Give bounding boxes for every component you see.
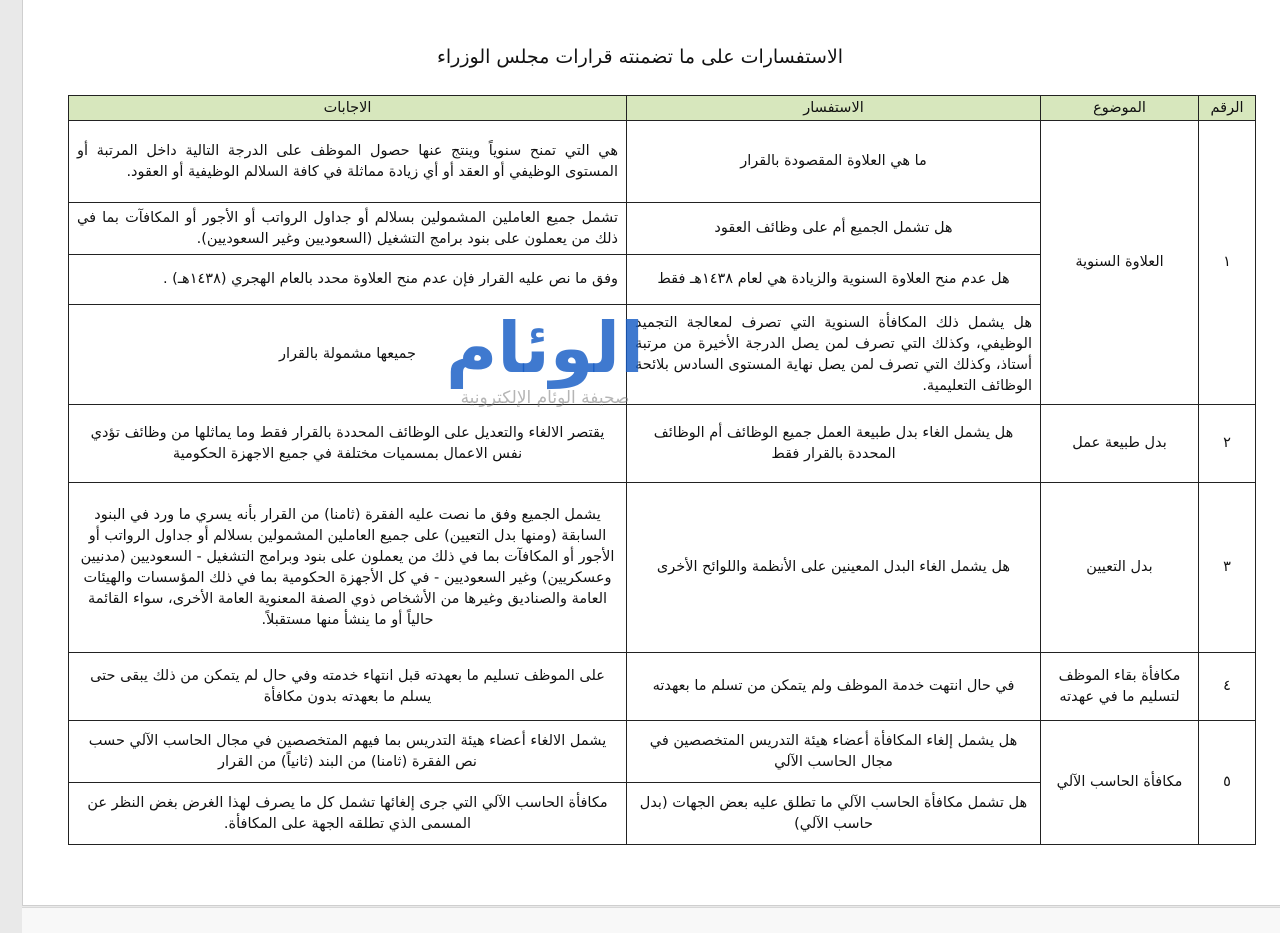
row-answer: على الموظف تسليم ما بعهدته قبل انتهاء خدمته وفي حال لم يتمكن من ذلك يبقى حتى يسلم ما بعهدته بدون مكافأة <box>69 653 627 721</box>
table-row <box>69 653 1256 721</box>
row-question: هل عدم منح العلاوة السنوية والزيادة هي لعام ١٤٣٨هـ فقط <box>627 255 1041 305</box>
row-question: هل يشمل الغاء البدل المعينين على الأنظمة واللوائح الأخرى <box>627 483 1041 653</box>
row-question: هل تشمل الجميع أم على وظائف العقود <box>627 203 1041 255</box>
next-page-strip <box>22 907 1280 933</box>
row-answer: تشمل جميع العاملين المشمولين بسلالم أو جداول الرواتب أو الأجور أو المكافآت بما في ذلك من يعملون على بنود برامج التشغيل (السعوديين وغير السعوديين). <box>69 203 627 255</box>
watermark-subtitle: صحيفة الوئام الإلكترونية <box>460 388 630 408</box>
row-topic: بدل التعيين <box>1041 483 1199 653</box>
row-question: ما هي العلاوة المقصودة بالقرار <box>627 121 1041 203</box>
row-question: هل تشمل مكافأة الحاسب الآلي ما تطلق عليه بعض الجهات (بدل حاسب الآلي) <box>627 783 1041 845</box>
row-answer: مكافأة الحاسب الآلي التي جرى إلغائها تشمل كل ما يصرف لهذا الغرض بغض النظر عن المسمى الذي تطلقه الجهة على المكافأة. <box>69 783 627 845</box>
table-header-row <box>69 96 1256 121</box>
row-number: ٤ <box>1199 653 1256 721</box>
header-number: الرقم <box>1199 96 1256 121</box>
row-number: ٣ <box>1199 483 1256 653</box>
row-question: هل يشمل ذلك المكافأة السنوية التي تصرف لمعالجة التجميد الوظيفي، وكذلك التي تصرف لمن يصل الدرجة الأخيرة من مرتبة أستاذ، وكذلك التي تصرف لمن يصل نهاية المستوى السادس بلائحة الوظائف التعليمية. <box>627 305 1041 405</box>
row-question: هل يشمل إلغاء المكافأة أعضاء هيئة التدريس المتخصصين في مجال الحاسب الآلي <box>627 721 1041 783</box>
row-topic: مكافأة بقاء الموظف لتسليم ما في عهدته <box>1041 653 1199 721</box>
row-question: في حال انتهت خدمة الموظف ولم يتمكن من تسلم ما بعهدته <box>627 653 1041 721</box>
row-answer: هي التي تمنح سنوياً وينتج عنها حصول الموظف على الدرجة التالية داخل المرتبة أو المستوى الوظيفي أو العقد أو أي زيادة مماثلة في كافة السلالم الوظيفية أو العقود. <box>69 121 627 203</box>
document-title: الاستفسارات على ما تضمنته قرارات مجلس الوزراء <box>436 46 844 68</box>
table-row <box>69 483 1256 653</box>
row-number: ٢ <box>1199 405 1256 483</box>
row-topic: مكافأة الحاسب الآلي <box>1041 721 1199 845</box>
header-answer: الاجابات <box>69 96 627 121</box>
table-row <box>69 121 1256 203</box>
row-answer: يشمل الجميع وفق ما نصت عليه الفقرة (ثامنا) من القرار بأنه يسري ما ورد في البنود السابقة (ومنها بدل التعيين) على جميع العاملين المشمولين بسلالم أو جداول الرواتب أو الأجور أو المكافآت بما في ذلك من يعملون على بنود وبرامج التشغيل - السعوديين (مدنيين وعسكريين) وغير السعوديين - في كل الأجهزة الحكومية بما في ذلك المؤسسات والهيئات العامة والصناديق وغيرها من الأشخاص ذوي الصفة المعنوية العامة الأخرى، سواء القائمة حالياً أو ما ينشأ منها مستقبلاً. <box>69 483 627 653</box>
table-row <box>69 405 1256 483</box>
inquiries-table <box>68 95 1256 845</box>
watermark-logo-text: الوئام <box>445 307 645 389</box>
row-number: ١ <box>1199 121 1256 405</box>
row-question: هل يشمل الغاء بدل طبيعة العمل جميع الوظائف أم الوظائف المحددة بالقرار فقط <box>627 405 1041 483</box>
header-topic: الموضوع <box>1041 96 1199 121</box>
table-row <box>69 721 1256 783</box>
row-topic: بدل طبيعة عمل <box>1041 405 1199 483</box>
row-answer: يشمل الالغاء أعضاء هيئة التدريس بما فيهم المتخصصين في مجال الحاسب الآلي حسب نص الفقرة (ثامنا) من البند (ثانياً) من القرار <box>69 721 627 783</box>
header-question: الاستفسار <box>627 96 1041 121</box>
row-answer: جميعها مشمولة بالقرار <box>69 305 627 405</box>
row-number: ٥ <box>1199 721 1256 845</box>
row-topic: العلاوة السنوية <box>1041 121 1199 405</box>
row-answer: يقتصر الالغاء والتعديل على الوظائف المحددة بالقرار فقط وما يماثلها من وظائف تؤدي نفس الاعمال بمسميات مختلفة في جميع الاجهزة الحكومية <box>69 405 627 483</box>
row-answer: وفق ما نص عليه القرار فإن عدم منح العلاوة محدد بالعام الهجري (١٤٣٨هـ) . <box>69 255 627 305</box>
